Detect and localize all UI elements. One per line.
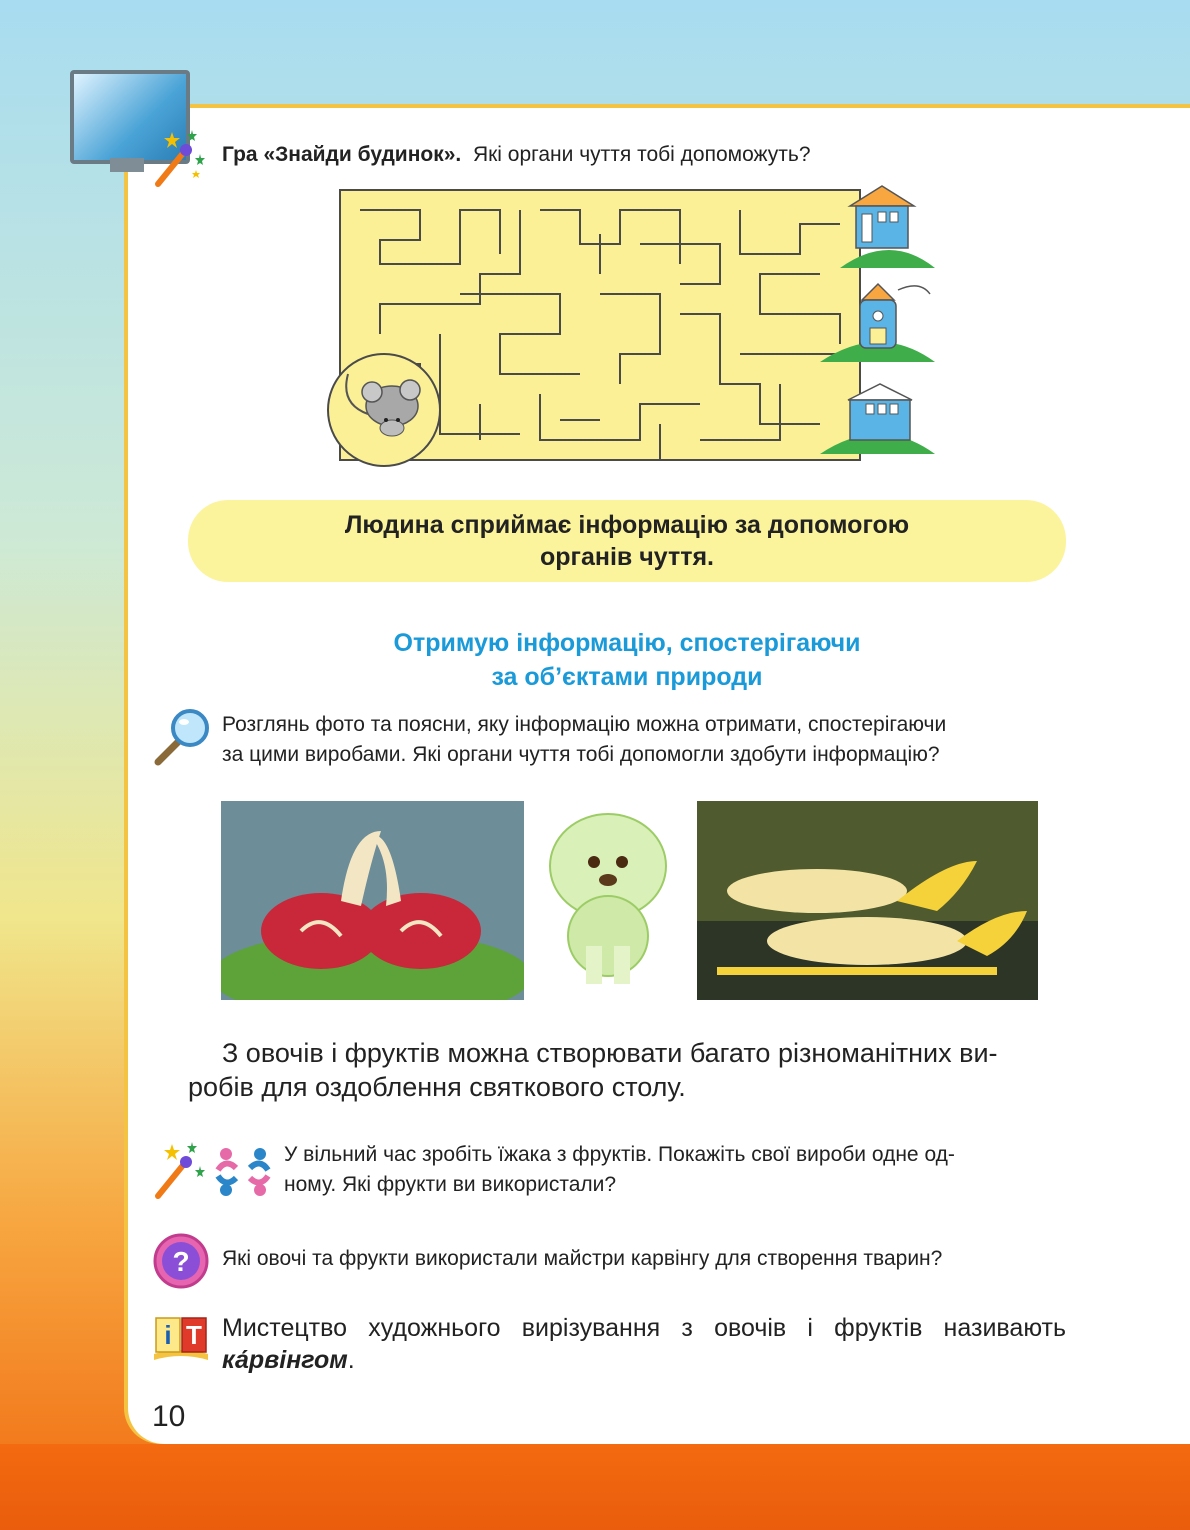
magnifier-icon (150, 708, 212, 768)
info-book-icon (152, 1316, 210, 1362)
group-task-line1: У вільний час зробіть їжака з фруктів. Покажіть свої вироби одне од- (284, 1143, 955, 1166)
group-task (284, 1140, 1066, 1200)
observe-task-line2: за цими виробами. Які органи чуття тобі допомогли здобути інформацію? (222, 743, 940, 766)
key-statement-box (188, 500, 1066, 582)
svg-text:?: ? (172, 1246, 190, 1277)
game-task (222, 140, 811, 170)
main-paragraph-line1: З овочів і фруктів можна створювати багато різноманітних ви- (222, 1038, 998, 1068)
observe-task-line1: Розглянь фото та поясни, яку інформацію можна отримати, спостерігаючи (222, 713, 947, 736)
main-paragraph-line2: робів для оздоблення святкового столу. (188, 1072, 686, 1102)
section-title-line1: Отримую інформацію, спостерігаючи (393, 629, 861, 657)
info-letter-t: T (186, 1320, 202, 1350)
group-people-icon (214, 1144, 272, 1200)
bottom-band (0, 1444, 1190, 1530)
monitor-stand (110, 158, 144, 172)
question-text: Які овочі та фрукти використали майстри карвінгу для створення тварин? (222, 1247, 943, 1270)
info-line1: Мистецтво художнього вирізування з овочів і фруктів називають (222, 1314, 1066, 1342)
cabbage-dog-photo (538, 806, 678, 986)
group-task-line2: ному. Які фрукти ви використали? (284, 1173, 617, 1196)
game-task-question: Які органи чуття тобі допоможуть? (472, 143, 811, 166)
section-title-line2: за об’єктами природи (491, 663, 763, 691)
apple-swans-photo (221, 801, 524, 1000)
info-letter-i: i (164, 1320, 172, 1350)
paintbrush-stars-icon (150, 1142, 206, 1200)
question-mark-icon (152, 1232, 210, 1290)
section-title (188, 626, 1066, 694)
key-statement-line2: органів чуття. (540, 543, 714, 571)
house-middle-icon (860, 284, 930, 348)
paintbrush-stars-icon (150, 130, 206, 188)
key-statement-line1: Людина сприймає інформацію за допомогою (344, 511, 910, 539)
maze-illustration (320, 184, 940, 468)
banana-dolphins-photo (697, 801, 1038, 1000)
info-tail: . (347, 1346, 355, 1374)
info-text (222, 1312, 1066, 1376)
game-task-title: Гра «Знайди будинок». (222, 143, 462, 166)
observe-task (222, 710, 1072, 770)
main-paragraph (188, 1036, 1066, 1104)
info-term: ка́рвінгом (222, 1346, 348, 1374)
page-number: 10 (152, 1400, 186, 1433)
